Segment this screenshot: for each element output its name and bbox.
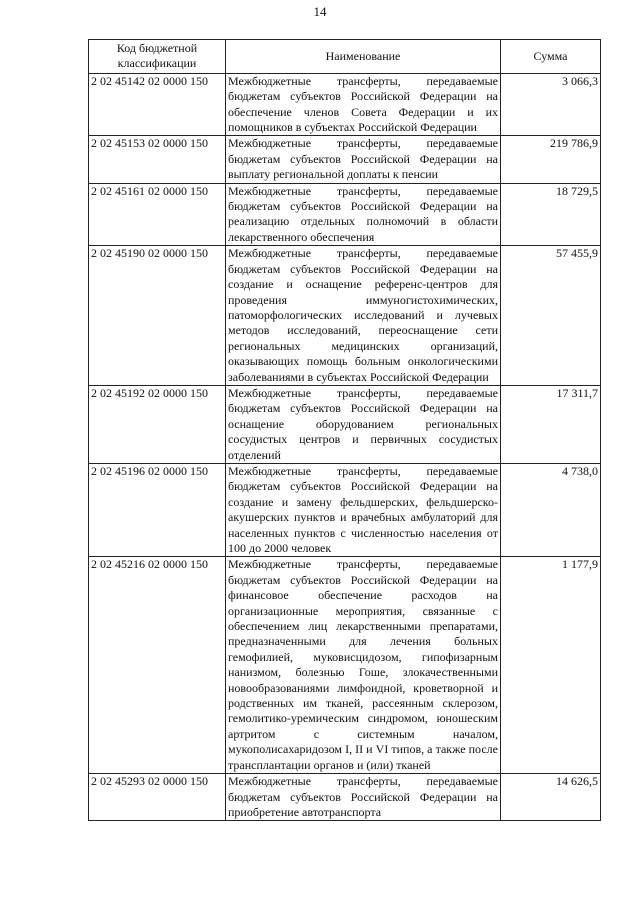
row-sum: 17 311,7	[501, 385, 601, 463]
row-sum: 18 729,5	[501, 183, 601, 246]
row-sum: 4 738,0	[501, 463, 601, 556]
row-code: 2 02 45293 02 0000 150	[89, 774, 226, 821]
row-name: Межбюджетные трансферты, передаваемые бюджетам субъектов Российской Федерации на выплату региональной доплаты к пенсии	[226, 136, 501, 183]
table-row	[89, 73, 601, 136]
row-name: Межбюджетные трансферты, передаваемые бюджетам субъектов Российской Федерации на оснащение оборудованием региональных сосудистых центров и первичных сосудистых отделений	[226, 385, 501, 463]
row-name: Межбюджетные трансферты, передаваемые бюджетам субъектов Российской Федерации на приобретение автотранспорта	[226, 774, 501, 821]
header-code: Код бюджетной классификации	[89, 40, 226, 74]
table-row	[89, 774, 601, 821]
table-row	[89, 183, 601, 246]
row-name: Межбюджетные трансферты, передаваемые бюджетам субъектов Российской Федерации на обеспечение членов Совета Федерации и их помощников в субъектах Российской Федерации	[226, 73, 501, 136]
row-code: 2 02 45153 02 0000 150	[89, 136, 226, 183]
page-number: 14	[313, 4, 327, 19]
row-sum: 1 177,9	[501, 557, 601, 774]
row-code: 2 02 45192 02 0000 150	[89, 385, 226, 463]
header-name: Наименование	[226, 40, 501, 74]
table-header-row	[89, 40, 601, 74]
row-sum: 3 066,3	[501, 73, 601, 136]
row-name: Межбюджетные трансферты, передаваемые бюджетам субъектов Российской Федерации на реализацию отдельных полномочий в области лекарственного обеспечения	[226, 183, 501, 246]
row-code: 2 02 45142 02 0000 150	[89, 73, 226, 136]
table-row	[89, 136, 601, 183]
row-sum: 219 786,9	[501, 136, 601, 183]
row-name: Межбюджетные трансферты, передаваемые бюджетам субъектов Российской Федерации на создание и замену фельдшерских, фельдшерско-акушерских пунктов и врачебных амбулаторий для населенных пунктов с численностью населения от 100 до 2000 человек	[226, 463, 501, 556]
row-sum: 57 455,9	[501, 246, 601, 386]
row-code: 2 02 45161 02 0000 150	[89, 183, 226, 246]
table-row	[89, 385, 601, 463]
row-code: 2 02 45216 02 0000 150	[89, 557, 226, 774]
table-row	[89, 557, 601, 774]
row-name: Межбюджетные трансферты, передаваемые бюджетам субъектов Российской Федерации на финансовое обеспечение расходов на организационные мероприятия, связанные с обеспечением лиц лекарственными препаратами, предназначенными для лечения больных гемофилией, муковисцидозом, гипофизарным нанизмом, болезнью Гоше, злокачественными новообразованиями лимфоидной, кроветворной и родственных им тканей, рассеянным склерозом, гемолитико-уремическим синдромом, юношеским артритом с системным началом, мукополисахаридозом I, II и VI типов, а также после трансплантации органов и (или) тканей	[226, 557, 501, 774]
budget-table	[88, 39, 601, 821]
table-row	[89, 246, 601, 386]
header-sum: Сумма	[501, 40, 601, 74]
row-code: 2 02 45196 02 0000 150	[89, 463, 226, 556]
table-row	[89, 463, 601, 556]
row-name: Межбюджетные трансферты, передаваемые бюджетам субъектов Российской Федерации на создание и оснащение референс-центров для проведения иммуногистохимических, патоморфологических исследований и лучевых методов исследований, переоснащение сети региональных медицинских организаций, оказывающих помощь больным онкологическими заболеваниями в субъектах Российской Федерации	[226, 246, 501, 386]
row-sum: 14 626,5	[501, 774, 601, 821]
row-code: 2 02 45190 02 0000 150	[89, 246, 226, 386]
